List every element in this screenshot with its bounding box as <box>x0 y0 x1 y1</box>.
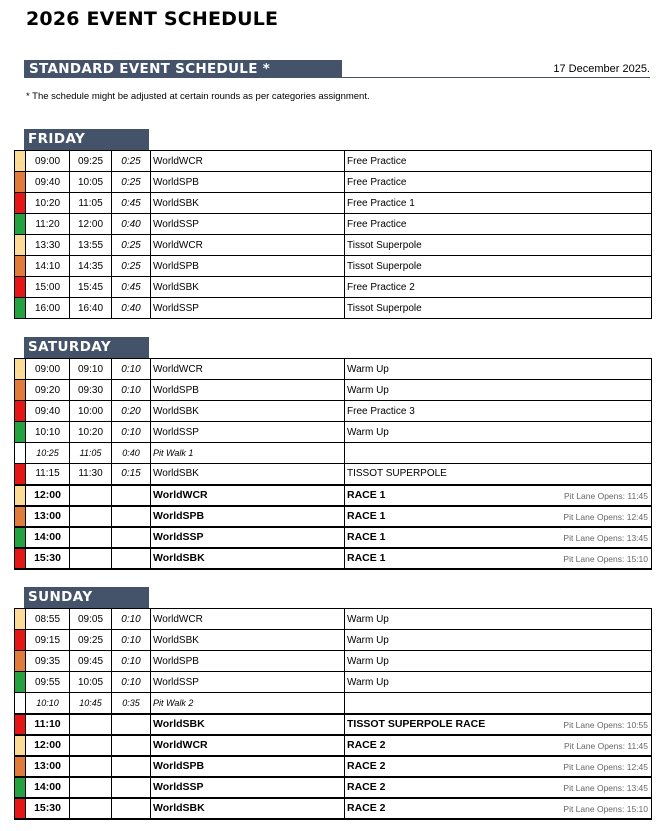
friday-schedule-table <box>14 150 652 319</box>
day-header-sunday: SUNDAY <box>24 587 149 608</box>
end-time: 09:05 <box>70 609 112 630</box>
start-time: 13:30 <box>26 235 70 256</box>
start-time: 12:00 <box>26 485 70 506</box>
category: WorldSSP <box>151 527 345 548</box>
pit-lane-opens: Pit Lane Opens: 11:45 <box>564 740 648 751</box>
end-time: 10:05 <box>70 172 112 193</box>
start-time: 14:10 <box>26 256 70 277</box>
pit-lane-opens: Pit Lane Opens: 10:55 <box>563 719 648 730</box>
category: WorldSSP <box>151 422 345 443</box>
category-color-swatch <box>15 735 26 756</box>
duration: 0:25 <box>112 151 151 172</box>
schedule-note: * The schedule might be adjusted at certain rounds as per categories assignment. <box>26 91 370 102</box>
session-name: RACE 2 <box>347 802 386 814</box>
duration <box>112 798 151 819</box>
start-time: 09:00 <box>26 359 70 380</box>
category: WorldSBK <box>151 193 345 214</box>
session-name: RACE 1 <box>347 489 386 501</box>
start-time: 09:00 <box>26 151 70 172</box>
session-name: Free Practice <box>347 176 407 188</box>
schedule-row <box>15 151 652 172</box>
session-cell <box>345 401 652 422</box>
start-time: 12:00 <box>26 735 70 756</box>
category-color-swatch <box>15 798 26 819</box>
category-color-swatch <box>15 298 26 319</box>
session-name: Warm Up <box>347 655 389 667</box>
duration: 0:25 <box>112 256 151 277</box>
schedule-row <box>15 693 652 714</box>
start-time: 11:10 <box>26 714 70 735</box>
category: WorldSSP <box>151 214 345 235</box>
session-cell <box>345 506 652 527</box>
session-name: Warm Up <box>347 384 389 396</box>
category-color-swatch <box>15 193 26 214</box>
session-cell <box>345 548 652 569</box>
start-time: 09:20 <box>26 380 70 401</box>
session-cell <box>345 214 652 235</box>
session-name: Warm Up <box>347 634 389 646</box>
session-name: Free Practice <box>347 218 407 230</box>
start-time: 14:00 <box>26 527 70 548</box>
category: WorldSBK <box>151 798 345 819</box>
duration: 0:10 <box>112 672 151 693</box>
duration <box>112 777 151 798</box>
session-cell <box>345 172 652 193</box>
session-name: Tissot Superpole <box>347 302 422 314</box>
session-cell <box>345 777 652 798</box>
end-time <box>70 735 112 756</box>
end-time: 10:20 <box>70 422 112 443</box>
category: WorldSPB <box>151 256 345 277</box>
start-time: 13:00 <box>26 756 70 777</box>
schedule-row <box>15 359 652 380</box>
session-cell <box>345 193 652 214</box>
category-color-swatch <box>15 172 26 193</box>
session-cell <box>345 380 652 401</box>
session-name: Warm Up <box>347 426 389 438</box>
end-time: 09:45 <box>70 651 112 672</box>
end-time: 09:25 <box>70 630 112 651</box>
end-time <box>70 714 112 735</box>
session-cell <box>345 443 652 464</box>
session-name: Tissot Superpole <box>347 260 422 272</box>
end-time: 12:00 <box>70 214 112 235</box>
session-cell <box>345 235 652 256</box>
session-cell <box>345 359 652 380</box>
session-cell <box>345 798 652 819</box>
session-cell <box>345 672 652 693</box>
session-cell <box>345 464 652 485</box>
category-color-swatch <box>15 527 26 548</box>
duration: 0:35 <box>112 693 151 714</box>
duration: 0:40 <box>112 443 151 464</box>
session-name: RACE 1 <box>347 531 386 543</box>
schedule-date: 17 December 2025. <box>553 63 650 75</box>
category: WorldSBK <box>151 714 345 735</box>
schedule-row <box>15 235 652 256</box>
schedule-row <box>15 735 652 756</box>
session-cell <box>345 298 652 319</box>
category: WorldSBK <box>151 630 345 651</box>
session-name: RACE 2 <box>347 781 386 793</box>
pit-lane-opens: Pit Lane Opens: 11:45 <box>564 490 648 501</box>
schedule-row <box>15 506 652 527</box>
session-cell <box>345 256 652 277</box>
category-color-swatch <box>15 693 26 714</box>
end-time: 10:45 <box>70 693 112 714</box>
duration: 0:25 <box>112 172 151 193</box>
session-cell <box>345 485 652 506</box>
duration <box>112 527 151 548</box>
end-time: 09:10 <box>70 359 112 380</box>
start-time: 15:30 <box>26 798 70 819</box>
end-time <box>70 798 112 819</box>
pit-lane-opens: Pit Lane Opens: 13:45 <box>563 782 648 793</box>
category: WorldSPB <box>151 172 345 193</box>
duration: 0:10 <box>112 651 151 672</box>
schedule-row <box>15 380 652 401</box>
start-time: 13:00 <box>26 506 70 527</box>
end-time: 09:30 <box>70 380 112 401</box>
category-color-swatch <box>15 359 26 380</box>
session-cell <box>345 651 652 672</box>
start-time: 11:15 <box>26 464 70 485</box>
duration: 0:45 <box>112 193 151 214</box>
schedule-row <box>15 609 652 630</box>
duration: 0:25 <box>112 235 151 256</box>
end-time: 10:00 <box>70 401 112 422</box>
pit-lane-opens: Pit Lane Opens: 13:45 <box>563 532 648 543</box>
end-time: 09:25 <box>70 151 112 172</box>
category-color-swatch <box>15 422 26 443</box>
category-color-swatch <box>15 777 26 798</box>
category-color-swatch <box>15 151 26 172</box>
category-color-swatch <box>15 485 26 506</box>
end-time: 14:35 <box>70 256 112 277</box>
start-time: 09:55 <box>26 672 70 693</box>
schedule-row <box>15 672 652 693</box>
session-name: Warm Up <box>347 363 389 375</box>
category: WorldSPB <box>151 651 345 672</box>
category: WorldWCR <box>151 735 345 756</box>
end-time <box>70 506 112 527</box>
duration <box>112 756 151 777</box>
category: WorldWCR <box>151 359 345 380</box>
schedule-row <box>15 214 652 235</box>
schedule-row <box>15 464 652 485</box>
schedule-row <box>15 193 652 214</box>
start-time: 16:00 <box>26 298 70 319</box>
schedule-row <box>15 256 652 277</box>
session-name: TISSOT SUPERPOLE <box>347 468 447 480</box>
session-name: Warm Up <box>347 613 389 625</box>
schedule-row <box>15 548 652 569</box>
sunday-schedule-table <box>14 608 652 820</box>
end-time: 16:40 <box>70 298 112 319</box>
category: Pit Walk 1 <box>151 443 345 464</box>
end-time: 11:05 <box>70 193 112 214</box>
end-time <box>70 548 112 569</box>
schedule-row <box>15 714 652 735</box>
session-cell <box>345 756 652 777</box>
session-cell <box>345 735 652 756</box>
start-time: 10:20 <box>26 193 70 214</box>
category: WorldSSP <box>151 777 345 798</box>
category-color-swatch <box>15 714 26 735</box>
start-time: 09:15 <box>26 630 70 651</box>
duration: 0:20 <box>112 401 151 422</box>
session-name: RACE 2 <box>347 760 386 772</box>
schedule-row <box>15 401 652 422</box>
duration: 0:10 <box>112 609 151 630</box>
pit-lane-opens: Pit Lane Opens: 15:10 <box>563 553 648 564</box>
schedule-row <box>15 298 652 319</box>
session-cell <box>345 693 652 714</box>
session-name: RACE 2 <box>347 739 386 751</box>
schedule-row <box>15 172 652 193</box>
category-color-swatch <box>15 548 26 569</box>
end-time: 13:55 <box>70 235 112 256</box>
banner-rule <box>342 77 650 78</box>
start-time: 14:00 <box>26 777 70 798</box>
session-cell <box>345 277 652 298</box>
category-color-swatch <box>15 401 26 422</box>
category: WorldWCR <box>151 609 345 630</box>
duration: 0:10 <box>112 359 151 380</box>
day-header-saturday: SATURDAY <box>24 337 149 358</box>
start-time: 09:35 <box>26 651 70 672</box>
category: WorldSBK <box>151 464 345 485</box>
schedule-row <box>15 422 652 443</box>
category: WorldWCR <box>151 485 345 506</box>
start-time: 08:55 <box>26 609 70 630</box>
category: Pit Walk 2 <box>151 693 345 714</box>
schedule-row <box>15 651 652 672</box>
duration: 0:10 <box>112 380 151 401</box>
category: WorldSPB <box>151 756 345 777</box>
schedule-row <box>15 527 652 548</box>
duration: 0:10 <box>112 630 151 651</box>
duration: 0:40 <box>112 214 151 235</box>
start-time: 09:40 <box>26 401 70 422</box>
duration <box>112 506 151 527</box>
end-time: 11:30 <box>70 464 112 485</box>
end-time <box>70 527 112 548</box>
start-time: 10:25 <box>26 443 70 464</box>
duration: 0:40 <box>112 298 151 319</box>
end-time <box>70 756 112 777</box>
start-time: 15:00 <box>26 277 70 298</box>
end-time: 15:45 <box>70 277 112 298</box>
session-name: RACE 1 <box>347 552 386 564</box>
session-name: Free Practice <box>347 155 407 167</box>
category: WorldSSP <box>151 298 345 319</box>
day-header-friday: FRIDAY <box>24 129 149 150</box>
start-time: 10:10 <box>26 693 70 714</box>
category: WorldSBK <box>151 548 345 569</box>
page-title: 2026 EVENT SCHEDULE <box>26 8 279 30</box>
session-name: Free Practice 2 <box>347 281 415 293</box>
schedule-row <box>15 756 652 777</box>
session-name: Free Practice 3 <box>347 405 415 417</box>
category-color-swatch <box>15 672 26 693</box>
category: WorldWCR <box>151 151 345 172</box>
schedule-banner: STANDARD EVENT SCHEDULE * <box>24 60 342 78</box>
schedule-row <box>15 798 652 819</box>
schedule-row <box>15 443 652 464</box>
session-name: Free Practice 1 <box>347 197 415 209</box>
category-color-swatch <box>15 651 26 672</box>
duration <box>112 548 151 569</box>
category: WorldSPB <box>151 506 345 527</box>
schedule-row <box>15 777 652 798</box>
duration: 0:10 <box>112 422 151 443</box>
session-name: Warm Up <box>347 676 389 688</box>
session-cell <box>345 151 652 172</box>
session-name: TISSOT SUPERPOLE RACE <box>347 718 486 730</box>
category-color-swatch <box>15 630 26 651</box>
category: WorldSSP <box>151 672 345 693</box>
duration <box>112 485 151 506</box>
schedule-row <box>15 630 652 651</box>
duration <box>112 714 151 735</box>
pit-lane-opens: Pit Lane Opens: 12:45 <box>563 511 648 522</box>
category: WorldSBK <box>151 401 345 422</box>
session-name: Tissot Superpole <box>347 239 422 251</box>
duration: 0:45 <box>112 277 151 298</box>
start-time: 11:20 <box>26 214 70 235</box>
category-color-swatch <box>15 756 26 777</box>
category: WorldSBK <box>151 277 345 298</box>
duration: 0:15 <box>112 464 151 485</box>
session-cell <box>345 630 652 651</box>
pit-lane-opens: Pit Lane Opens: 12:45 <box>563 761 648 772</box>
duration <box>112 735 151 756</box>
category-color-swatch <box>15 609 26 630</box>
session-cell <box>345 422 652 443</box>
end-time <box>70 777 112 798</box>
start-time: 10:10 <box>26 422 70 443</box>
end-time: 10:05 <box>70 672 112 693</box>
category: WorldWCR <box>151 235 345 256</box>
session-cell <box>345 609 652 630</box>
start-time: 09:40 <box>26 172 70 193</box>
category-color-swatch <box>15 235 26 256</box>
session-name: RACE 1 <box>347 510 386 522</box>
category-color-swatch <box>15 214 26 235</box>
category-color-swatch <box>15 277 26 298</box>
category-color-swatch <box>15 506 26 527</box>
pit-lane-opens: Pit Lane Opens: 15:10 <box>563 803 648 814</box>
schedule-row <box>15 277 652 298</box>
category: WorldSPB <box>151 380 345 401</box>
start-time: 15:30 <box>26 548 70 569</box>
category-color-swatch <box>15 380 26 401</box>
schedule-row <box>15 485 652 506</box>
category-color-swatch <box>15 443 26 464</box>
end-time: 11:05 <box>70 443 112 464</box>
category-color-swatch <box>15 464 26 485</box>
session-cell <box>345 527 652 548</box>
category-color-swatch <box>15 256 26 277</box>
end-time <box>70 485 112 506</box>
session-cell <box>345 714 652 735</box>
saturday-schedule-table <box>14 358 652 570</box>
